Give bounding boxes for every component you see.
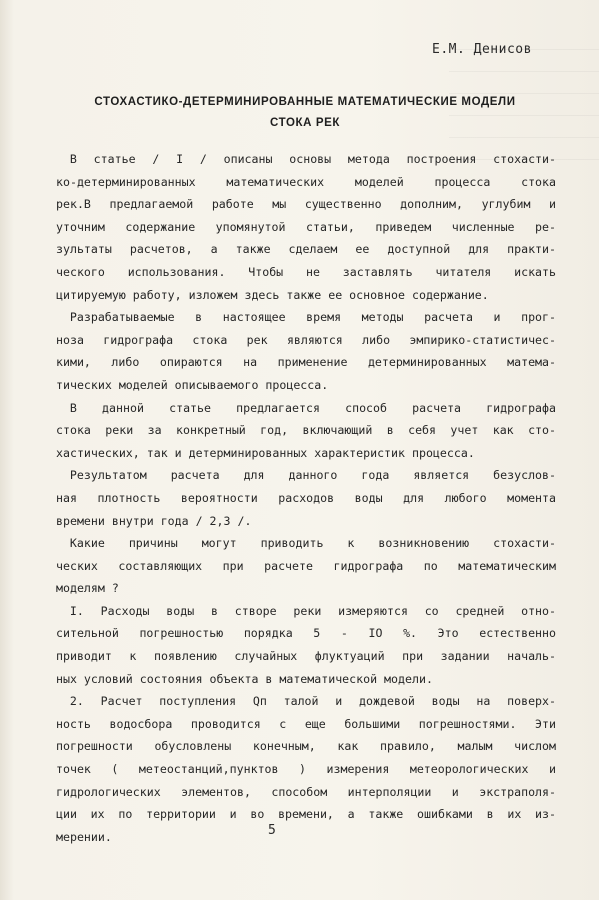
- text-line: мерении.: [56, 829, 112, 844]
- text-line: погрешности обусловлены конечным, как правило, малым числом: [56, 739, 556, 754]
- text-line: I. Расходы воды в створе реки измеряются со средней отно-: [69, 603, 556, 618]
- text-line: зультаты расчетов, а также сделаем ее доступной для практи-: [56, 242, 556, 257]
- text-line: Результатом расчета для данного года является безуслов-: [69, 468, 556, 483]
- paragraph: [56, 306, 556, 396]
- text-line: ность водосбора проводится с еще большими погрешностями. Эти: [56, 716, 556, 731]
- text-line: ческих составляющих при расчете гидрографа по математическим: [56, 558, 556, 573]
- text-line: ции их по территории и во времени, а также ошибками в их из-: [56, 807, 556, 822]
- text-line: тических моделей описываемого процесса.: [56, 377, 329, 392]
- text-line: гидрологических элементов, способом интерполяции и экстраполя-: [56, 784, 556, 799]
- text-line: уточним содержание упомянутой статьи, приведем численные ре-: [56, 219, 556, 234]
- text-line: ноза гидрографа стока рек являются либо эмпирико-статистичес-: [56, 332, 556, 347]
- title-line-2: СТОКА РЕК: [270, 117, 340, 129]
- text-line: цитируемую работу, изложем здесь также ее основное содержание.: [56, 287, 489, 302]
- text-line: ная плотность вероятности расходов воды для любого момента: [56, 490, 556, 505]
- text-line: Какие причины могут приводить к возникновению стохасти-: [69, 536, 556, 551]
- paragraph: [56, 397, 556, 465]
- article-body: [56, 148, 556, 848]
- paragraph: [56, 464, 556, 532]
- text-line: стока реки за конкретный год, включающий в себя учет как сто-: [56, 423, 556, 438]
- text-line: точек ( метеостанций,пунктов ) измерения метеорологических и: [56, 762, 556, 777]
- text-line: кими, либо опираются на применение детерминированных матема-: [56, 355, 556, 370]
- paragraph: [56, 600, 556, 690]
- text-line: 2. Расчет поступления Qп талой и дождевой воды на поверх-: [69, 694, 556, 709]
- page-number: 5: [268, 823, 276, 838]
- article-title: [60, 92, 550, 134]
- text-line: моделям ?: [56, 581, 119, 596]
- text-line: рек.В предлагаемой работе мы существенно дополним, углубим и: [56, 197, 556, 212]
- text-line: времени внутри года / 2,3 /.: [56, 513, 252, 528]
- text-line: В статье / I / описаны основы метода построения стохасти-: [69, 152, 556, 166]
- text-line: ческого использования. Чтобы не заставлять читателя искать: [56, 264, 556, 279]
- text-line: сительной погрешностью порядка 5 - IO %. Это естественно: [56, 626, 556, 641]
- text-line: ко-детерминированных математических моделей процесса стока: [56, 174, 556, 189]
- paragraph: [56, 532, 556, 600]
- text-line: приводит к появлению случайных флуктуаций при задании началь-: [56, 649, 556, 664]
- title-line-1: СТОХАСТИКО-ДЕТЕРМИНИРОВАННЫЕ МАТЕМАТИЧЕСКИЕ МОДЕЛИ: [94, 96, 516, 108]
- author-name: Е.М. Денисов: [432, 42, 532, 57]
- text-line: ных условий состояния объекта в математической модели.: [56, 671, 433, 686]
- text-line: В данной статье предлагается способ расчета гидрографа: [69, 400, 556, 415]
- text-line: Разрабатываемые в настоящее время методы расчета и прог-: [69, 310, 556, 325]
- paragraph: [56, 690, 556, 848]
- paragraph: [56, 148, 556, 306]
- text-line: хастических, так и детерминированных характеристик процесса.: [56, 445, 475, 460]
